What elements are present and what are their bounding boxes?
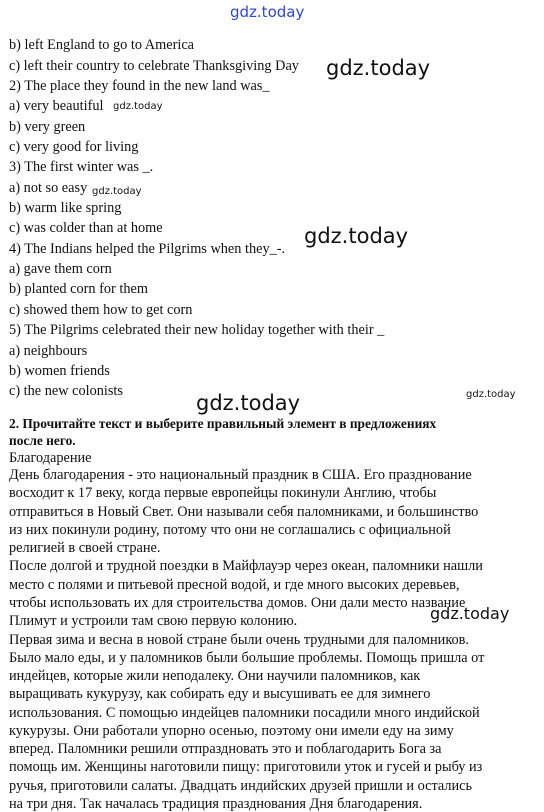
paragraph-line: кукурузы. Они работали упорно осенью, поэтому они имели еду на зиму [9, 722, 454, 739]
watermark: gdz.today [466, 389, 516, 400]
watermark: gdz.today [196, 391, 301, 415]
paragraph-line: религией в своей стране. [9, 540, 161, 557]
paragraph-line: вперед. Паломники решили отпраздновать это и поблагодарить Бога за [9, 741, 442, 758]
watermark-top: gdz.today [230, 3, 305, 21]
answer-option: b) warm like spring [9, 200, 122, 216]
task-heading: 2. Прочитайте текст и выберите правильный элемент в предложениях [9, 416, 437, 431]
paragraph-line: выращивать кукурузу, как собирать еду и высушивать ее для зимнего [9, 686, 431, 703]
paragraph-line: День благодарения - это национальный праздник в США. Его празднование [9, 467, 472, 483]
paragraph-line: индейцев, которые жили неподалеку. Они научили паломников, как [9, 668, 421, 685]
answer-option: c) was colder than at home [9, 220, 163, 236]
watermark: gdz.today [326, 56, 431, 80]
answer-option: a) neighbours [9, 343, 88, 359]
question-text: 3) The first winter was _. [9, 159, 154, 175]
paragraph-line: использования. С помощью индейцев паломники посадили много индийской [9, 704, 480, 721]
paragraph-line: Было мало еды, и у паломников были большие проблемы. Помощь пришла от [9, 649, 485, 666]
question-text: 5) The Pilgrims celebrated their new holiday together with their _ [9, 322, 385, 338]
paragraph-line: После долгой и трудной поездки в Майфлауэр через океан, паломники нашли [9, 558, 483, 575]
paragraph-line: отправиться в Новый Свет. Они называли себя паломниками, и большинство [9, 503, 479, 520]
paragraph-line: помощь им. Женщины наготовили пищу: приготовили уток и гусей и рыбу из [9, 759, 483, 776]
answer-option: a) gave them corn [9, 261, 112, 277]
watermark: gdz.today [304, 224, 409, 248]
answer-option: c) left their country to celebrate Thanksgiving Day [9, 58, 299, 74]
answer-option: c) showed them how to get corn [9, 302, 193, 318]
paragraph-line: чтобы использовать их для строительства домов. Они дали место название [9, 594, 466, 611]
paragraph-line: на три дня. Так началась традиция празднования Дня благодарения. [9, 796, 423, 812]
question-text: 2) The place they found in the new land was_ [9, 78, 270, 94]
answer-option: b) women friends [9, 363, 110, 379]
paragraph-line: ручья, приготовили салаты. Двадцать индийских друзей пришли и остались [9, 777, 473, 794]
answer-option: a) not so easy [9, 180, 88, 196]
watermark: gdz.today [113, 101, 163, 112]
answer-option: b) planted corn for them [9, 281, 148, 297]
paragraph-line: восходит к 17 веку, когда первые европейцы покинули Англию, чтобы [9, 485, 437, 502]
paragraph-line: из них покинули родину, потому что они не соглашались с официальной [9, 521, 451, 538]
task-heading: после него. [9, 433, 76, 448]
text-title: Благодарение [9, 450, 92, 466]
answer-option: c) very good for living [9, 139, 139, 155]
answer-option: a) very beautiful [9, 98, 104, 114]
watermark: gdz.today [92, 186, 142, 197]
watermark: gdz.today [430, 604, 510, 623]
answer-option: c) the new colonists [9, 383, 123, 399]
answer-option: b) very green [9, 119, 86, 135]
answer-option: b) left England to go to America [9, 37, 195, 53]
paragraph-line: место с полями и питьевой пресной водой, и где много высоких деревьев, [9, 576, 460, 593]
paragraph-line: Первая зима и весна в новой стране были очень трудными для паломников. [9, 631, 470, 648]
question-text: 4) The Indians helped the Pilgrims when they_-. [9, 241, 286, 257]
paragraph-line: Плимут и устроили там свою первую колонию. [9, 613, 298, 630]
